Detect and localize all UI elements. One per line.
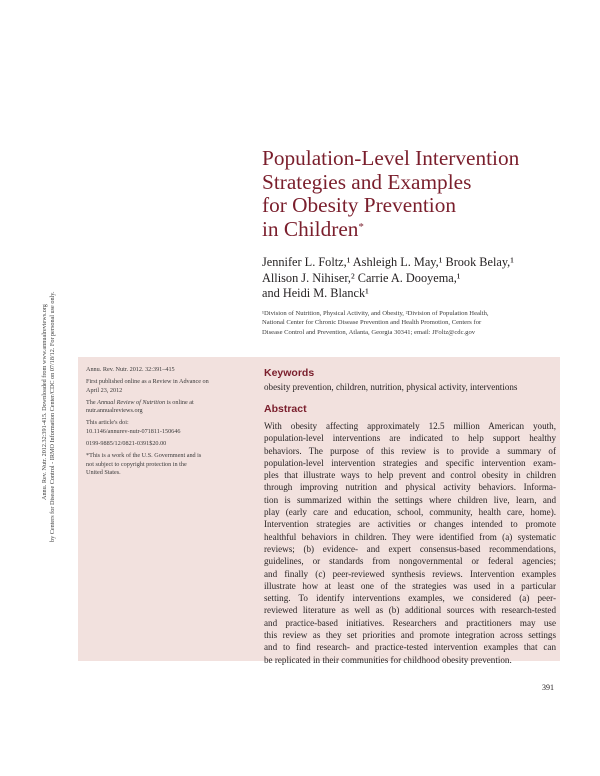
abstract-line: reviews; (b) evidence- and expert consensus-based recommendations, [264, 543, 556, 554]
affiliation-line-2: National Center for Chronic Disease Prevention and Health Promotion, Centers for [262, 319, 482, 327]
author-list [262, 255, 514, 302]
article-meta [86, 366, 244, 481]
abstract-line: illustrate how at least one of the strategies was used in a particular [264, 580, 556, 591]
doi-value[interactable]: 10.1146/annurev-nutr-071811-150646 [86, 427, 181, 435]
journal-url[interactable]: nutr.annualreviews.org [86, 407, 143, 415]
citation: Annu. Rev. Nutr. 2012. 32:391–415 [86, 366, 175, 373]
abstract-line: and practice-based initiatives. Researchers and practitioners may use [264, 617, 556, 628]
affiliations [262, 309, 489, 337]
abstract-line: ples that illustrate ways to help prevent and control obesity in children [264, 470, 556, 481]
abstract-line: population-level interventions are indicated to help support healthy [264, 433, 556, 444]
page-number: 391 [542, 683, 554, 692]
abstract-line: reviewed literature as well as (b) additional sources with research-tested [264, 605, 556, 616]
doi-label: This article's doi: [86, 419, 129, 427]
abstract-line: tion is summarized within the settings where children live, learn, and [264, 494, 556, 505]
abstract-line: Intervention strategies are activities or changes intended to promote [264, 519, 556, 530]
online-note-line-1: The Annual Review of Nutrition is online at [86, 398, 194, 406]
abstract-line: population-level intervention strategies and specific intervention exam- [264, 457, 556, 468]
title-line-2: Strategies and Examples [262, 169, 472, 194]
abstract-line: healthful behaviors in children. They were identified from (a) systematic [264, 531, 556, 542]
first-published-line-1: First published online as a Review in Advance on [86, 378, 209, 386]
abstract-line: be replicated in their communities for childhood obesity prevention. [264, 654, 512, 665]
abstract-line: play (early care and education, school, community, health care, home). [264, 507, 556, 518]
footnote-line-1: *This is a work of the U.S. Government and is [86, 452, 202, 460]
first-published-line-2: April 23, 2012 [86, 386, 123, 394]
affiliation-line-1: ¹Division of Nutrition, Physical Activity, and Obesity, ²Division of Population Health, [262, 310, 489, 317]
abstract-line: behaviors. The purpose of this review is to provide a summary of [264, 445, 556, 456]
abstract-line: and finally (c) peer-reviewed synthesis reviews. Intervention examples [264, 568, 556, 579]
footnote-line-3: United States. [86, 468, 121, 476]
authors-line-2: Allison J. Nihiser,² Carrie A. Dooyema,¹ [262, 270, 461, 285]
authors-line-1: Jennifer L. Foltz,¹ Ashleigh L. May,¹ Brook Belay,¹ [262, 255, 514, 269]
keywords-heading: Keywords [264, 367, 315, 379]
title-footnote-marker: * [358, 220, 364, 233]
download-notice-line-1: Annu. Rev. Nutr. 2012.32:391-415. Downloaded from www.annualreviews.org [41, 304, 48, 500]
footnote-line-2: not subject to copyright protection in the [86, 460, 187, 468]
abstract-line: setting. To identify interventions examples, we considered (a) peer- [264, 593, 556, 604]
abstract-line: through improving nutrition and physical activity behaviors. Informa- [264, 482, 556, 493]
authors-line-3: and Heidi M. Blanck¹ [262, 286, 369, 301]
abstract-line: this review as they set priorities and promote integration across settings [264, 630, 556, 641]
abstract-text [264, 420, 556, 666]
abstract-line: and to find research- and practice-tested intervention examples that can [264, 642, 556, 653]
abstract-line: With obesity affecting approximately 12.5 million American youth, [264, 421, 556, 431]
title-line-3: for Obesity Prevention [262, 193, 457, 218]
affiliation-line-3: Disease Control and Prevention, Atlanta, Georgia 30341; email: JFoltz@cdc.gov [262, 328, 476, 336]
title-line-4: in Children* [262, 216, 364, 241]
keywords-text: obesity prevention, children, nutrition, physical activity, interventions [264, 382, 518, 392]
title-line-1: Population-Level Intervention [262, 146, 520, 170]
abstract-line: guidelines, or standards from nongovernmental or federal agencies; [264, 556, 556, 567]
article-title [262, 147, 562, 241]
download-notice-line-2: by Centers for Disease Control - IRMO Information Center/CDC on 07/18/12. For personal use only. [49, 291, 56, 542]
abstract-heading: Abstract [264, 403, 307, 415]
issn: 0199-9885/12/0821-0391$20.00 [86, 440, 167, 448]
